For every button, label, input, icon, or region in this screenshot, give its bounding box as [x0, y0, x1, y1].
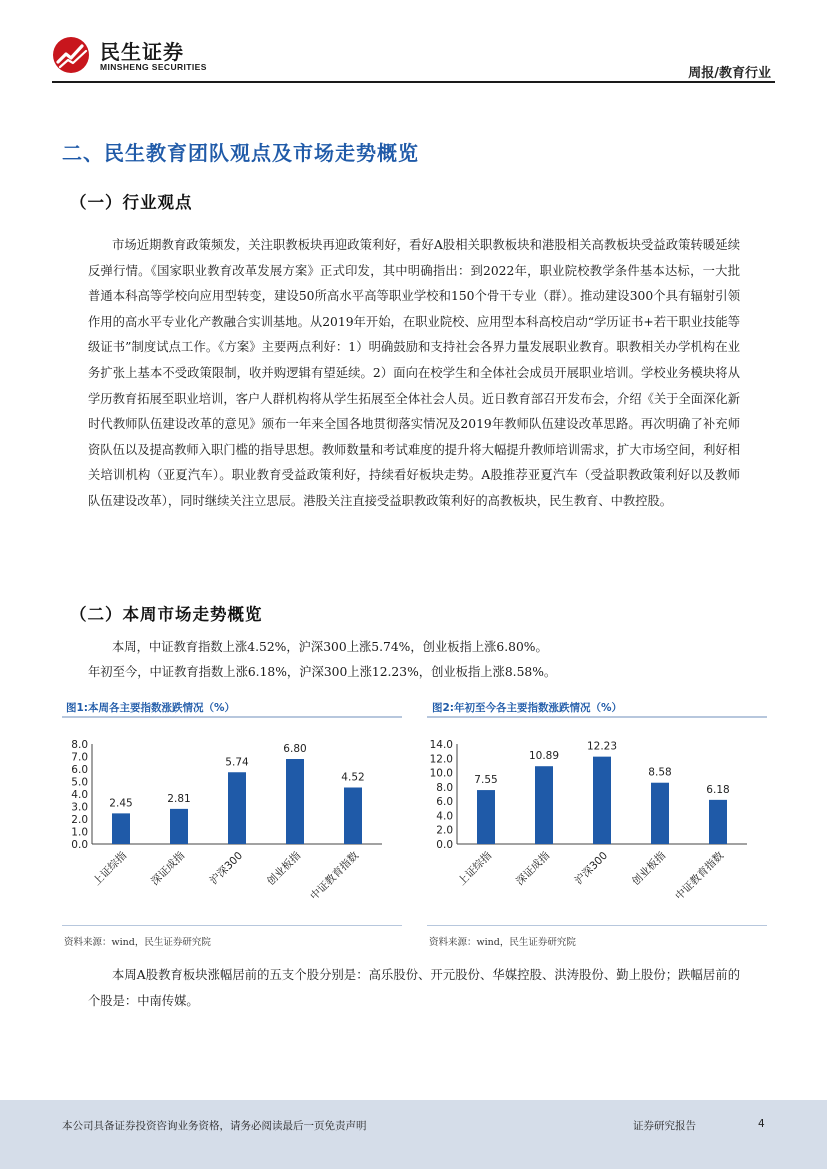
industry-view-paragraph — [88, 233, 740, 515]
header-divider — [52, 81, 775, 83]
y-tick-label: 14.0 — [429, 739, 453, 751]
data-label: 8.58 — [648, 766, 672, 779]
ytd-index-summary: 年初至今，中证教育指数上涨6.18%，沪深300上涨12.23%，创业板指上涨8.58%。 — [88, 665, 557, 679]
y-tick-label: 0.0 — [71, 839, 88, 851]
logo-text-en: MINSHENG SECURITIES — [100, 62, 207, 72]
stocks-text: 本周A股教育板块涨幅居前的五支个股分别是：高乐股份、开元股份、华媒控股、洪涛股份、勤上股份；跌幅居前的个股是：中南传媒。 — [88, 968, 740, 1008]
report-type: 周报/教育行业 — [688, 66, 771, 81]
data-label: 7.55 — [474, 774, 498, 787]
category-label: 上证综指 — [455, 849, 495, 888]
company-logo — [52, 34, 212, 76]
industry-view-text: 市场近期教育政策频发，关注职教板块再迎政策利好，看好A股相关职教板块和港股相关高教板块受益政策转暖延续反弹行情。《国家职业教育改革发展方案》正式印发，其中明确指出：到2022年，职业院校教学条件基本达标，一大批普通本科高等学校向应用型转变，建设50所高水平高等职业学校和150个骨干专业（群）。推动建设300个具有辐射引领作用的高水平专业化产教融合实训基地。从2019年开始，在职业院校、应用型本科高校启动“学历证书+若干职业技能等级证书”制度试点工作。《方案》主要两点利好：1）明确鼓励和支持社会各界力量发展职业教育。职教相关办学机构在业务扩张上基本不受政策限制，收并购逻辑有望延续。2）面向在校学生和全体社会成员开展职业培训。学校业务模块将从学历教育拓展至职业培训，客户人群机构将从学生拓展至全体社会人员。近日教育部召开发布会，介绍《关于全面深化新时代教师队伍建设改革的意见》颁布一年来全国各地贯彻落实情况及2019年教师队伍建设改革思路。再次明确了补充师资队伍以及提高教师入职门槛的指导思想。教师数量和考试难度的提升将大幅提升教师培训需求，扩大市场空间，利好相关培训机构（亚夏汽车）。职业教育受益政策利好，持续看好板块走势。A股推荐亚夏汽车（受益职教政策利好以及教师队伍建设改革），同时继续关注立思辰。港股关注直接受益职教政策利好的高教板块，民生教育、中教控股。 — [88, 238, 740, 508]
weekly-index-summary: 本周，中证教育指数上涨4.52%，沪深300上涨5.74%，创业板指上涨6.80%。 — [112, 640, 548, 654]
category-label: 沪深300 — [207, 849, 246, 888]
section-title: 二、民生教育团队观点及市场走势概览 — [62, 141, 419, 165]
bar-深证成指 — [535, 766, 553, 844]
minsheng-logo-icon — [52, 36, 94, 74]
y-tick-label: 6.0 — [71, 764, 88, 776]
figure1-top-rule — [62, 716, 402, 718]
bar-中证教育指数 — [709, 800, 727, 844]
figure1-title: 图1:本周各主要指数涨跌情况（%） — [66, 702, 236, 714]
y-tick-label: 12.0 — [429, 753, 453, 766]
figure2-top-rule — [427, 716, 767, 718]
y-tick-label: 7.0 — [71, 751, 88, 764]
subsection-title-market-overview: （二）本周市场走势概览 — [70, 605, 263, 624]
category-label: 深证成指 — [513, 849, 553, 888]
data-label: 2.81 — [167, 792, 191, 805]
page-footer — [0, 1100, 827, 1169]
figure2-bottom-rule — [427, 925, 767, 926]
bar-中证教育指数 — [344, 788, 362, 845]
page-number: 4 — [758, 1118, 765, 1130]
bar-沪深300 — [228, 772, 246, 844]
data-label: 4.52 — [341, 771, 365, 784]
stocks-paragraph — [88, 963, 740, 1014]
page-header — [0, 0, 827, 82]
bar-深证成指 — [170, 809, 188, 844]
data-label: 12.23 — [586, 740, 618, 753]
figure1-source: 资料来源：wind，民生证券研究院 — [64, 937, 211, 948]
logo-text-cn: 民生证券 — [100, 40, 184, 64]
figure2-title: 图2:年初至今各主要指数涨跌情况（%） — [432, 702, 623, 714]
footer-doc-type: 证券研究报告 — [633, 1120, 696, 1132]
category-label: 深证成指 — [148, 849, 188, 888]
y-tick-label: 8.0 — [436, 781, 453, 794]
category-label: 沪深300 — [572, 849, 611, 888]
bar-上证综指 — [477, 790, 495, 844]
data-label: 6.80 — [283, 743, 307, 755]
y-tick-label: 10.0 — [429, 767, 453, 780]
y-tick-label: 0.0 — [436, 839, 453, 851]
data-label: 10.89 — [528, 750, 560, 763]
y-tick-label: 4.0 — [71, 789, 88, 801]
category-label: 中证教育指数 — [673, 849, 727, 903]
y-tick-label: 2.0 — [436, 824, 453, 837]
y-tick-label: 4.0 — [436, 810, 453, 823]
data-label: 5.74 — [225, 756, 249, 769]
bar-创业板指 — [651, 783, 669, 844]
footer-disclaimer: 本公司具备证券投资咨询业务资格，请务必阅读最后一页免责声明 — [62, 1120, 367, 1132]
figure2-source: 资料来源：wind，民生证券研究院 — [429, 937, 576, 948]
y-tick-label: 5.0 — [71, 776, 88, 789]
bar-沪深300 — [593, 757, 611, 844]
data-label: 6.18 — [706, 783, 730, 796]
subsection-title-industry-view: （一）行业观点 — [70, 193, 193, 212]
category-label: 中证教育指数 — [308, 849, 362, 903]
y-tick-label: 1.0 — [71, 826, 88, 839]
y-tick-label: 3.0 — [71, 801, 88, 814]
bar-创业板指 — [286, 759, 304, 844]
y-tick-label: 8.0 — [71, 739, 88, 751]
data-label: 2.45 — [109, 797, 133, 810]
y-tick-label: 2.0 — [71, 814, 88, 826]
figure1-chart — [62, 728, 402, 918]
figure2-chart — [427, 728, 767, 918]
category-label: 上证综指 — [90, 849, 130, 888]
category-label: 创业板指 — [264, 849, 304, 888]
y-tick-label: 6.0 — [436, 796, 453, 809]
figure1-bottom-rule — [62, 925, 402, 926]
category-label: 创业板指 — [629, 849, 669, 888]
bar-上证综指 — [112, 813, 130, 844]
